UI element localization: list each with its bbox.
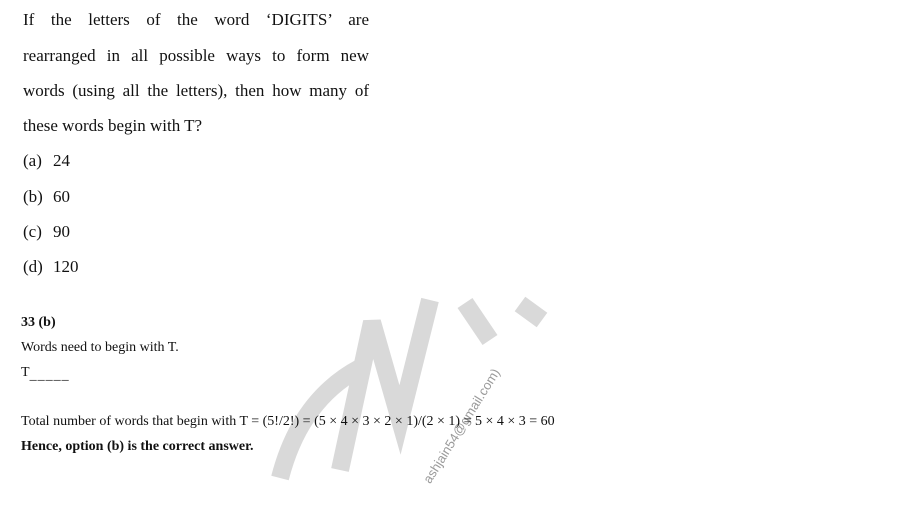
- watermark-letter-n: [340, 300, 430, 470]
- watermark-big-text: [280, 300, 542, 478]
- option-d: [23, 257, 79, 277]
- answer-calculation: Total number of words that begin with T = (5!/2!) = (5 × 4 × 3 × 2 × 1)/(2 × 1) = 5 × 4 × 3 = 60: [21, 414, 555, 429]
- answer-first-letter: T: [21, 365, 30, 380]
- watermark-slash-1: [465, 303, 490, 340]
- option-a-value: 24: [53, 151, 70, 170]
- option-b-value: 60: [53, 187, 70, 206]
- question-line-1: If the letters of the word ‘DIGITS’ are: [23, 10, 369, 29]
- answer-heading: 33 (b): [21, 315, 56, 330]
- option-a: [23, 151, 70, 171]
- option-b-label: (b): [23, 187, 43, 206]
- answer-conclusion: Hence, option (b) is the correct answer.: [21, 439, 254, 454]
- option-d-value: 120: [53, 257, 79, 276]
- watermark-email: ashjain54@gmail.com): [420, 365, 503, 486]
- question-line-4: these words begin with T?: [23, 116, 203, 135]
- option-c: [23, 222, 70, 242]
- answer-word-pattern: [21, 364, 70, 382]
- question-line-3: words (using all the letters), then how many of: [23, 81, 369, 100]
- answer-explanation: Words need to begin with T.: [21, 340, 179, 355]
- option-c-label: (c): [23, 222, 42, 241]
- option-b: [23, 187, 70, 207]
- option-c-value: 90: [53, 222, 70, 241]
- option-a-label: (a): [23, 151, 42, 170]
- answer-blanks: _____: [29, 368, 70, 383]
- question-line-2: rearranged in all possible ways to form new: [23, 46, 369, 65]
- watermark-slash-2: [520, 304, 542, 320]
- option-d-label: (d): [23, 257, 43, 276]
